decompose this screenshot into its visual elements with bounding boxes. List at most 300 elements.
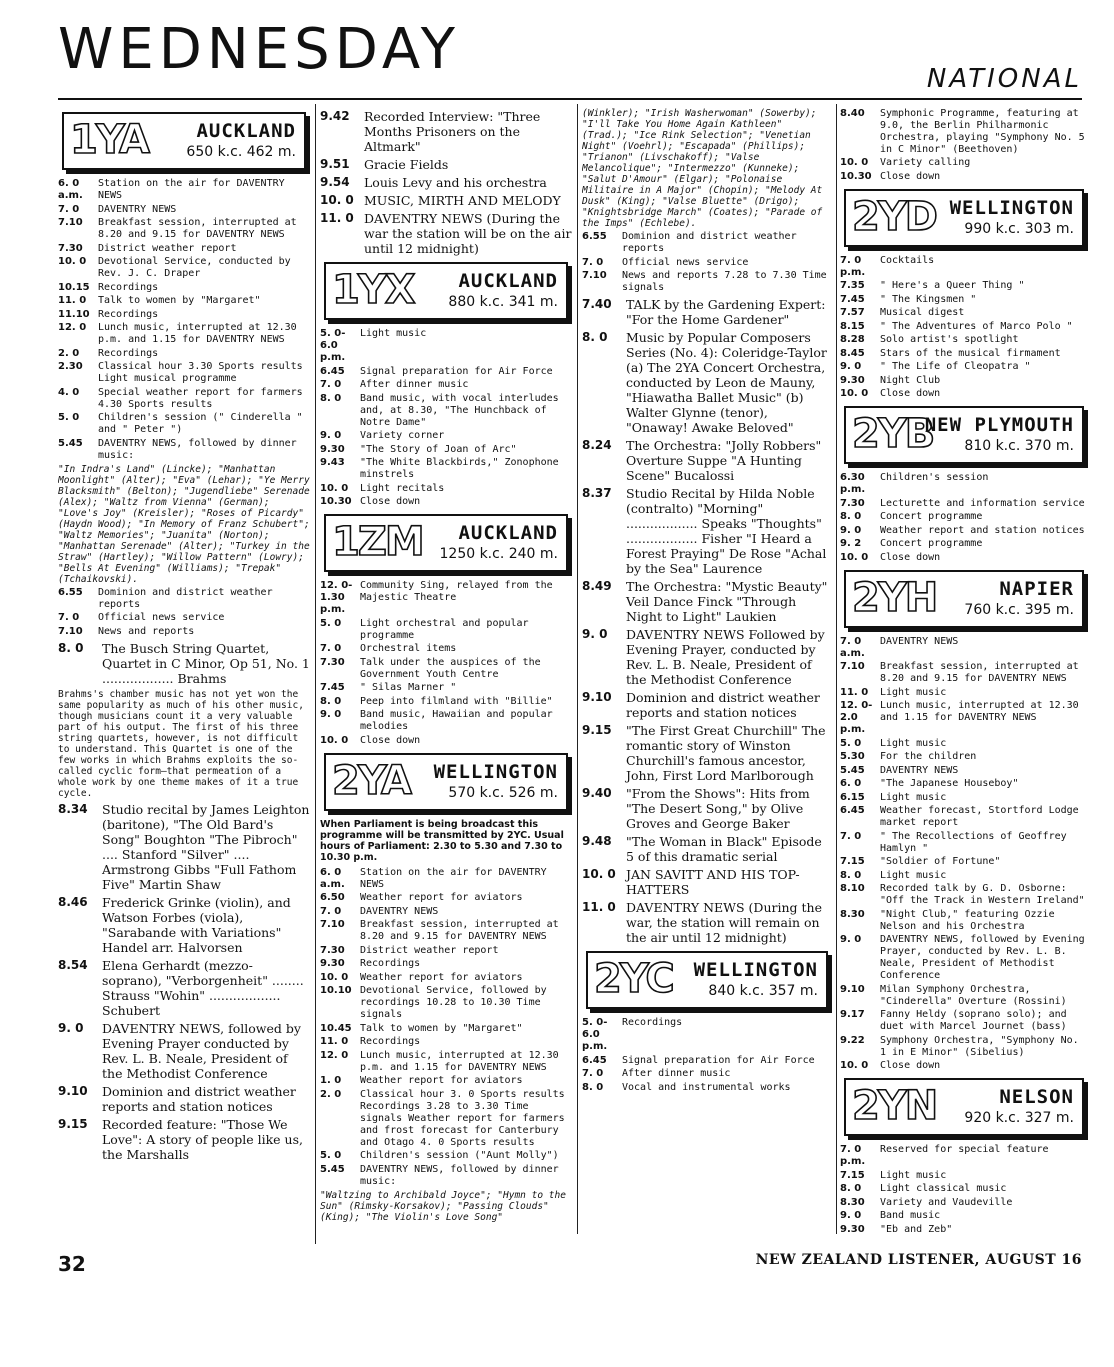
station-frequency: 990 k.c. 303 m. (964, 220, 1074, 237)
schedule-entry (58, 217, 310, 241)
station-name: NEW PLYMOUTH (924, 414, 1074, 436)
entry-description: Concert programme (880, 538, 983, 549)
entry-time: 7.15 (840, 1169, 865, 1181)
entry-description: Light orchestral and popular programme (360, 617, 529, 641)
entry-time: 11. 0 (320, 211, 354, 225)
entry-time: 9.10 (58, 1083, 88, 1098)
entry-description: Dominion and district weather reports (622, 231, 797, 254)
entry-time: 8. 0 (840, 869, 862, 881)
entry-time: 9.51 (320, 157, 350, 171)
schedule-entry (320, 735, 572, 747)
schedule-entry (58, 348, 310, 360)
schedule-entry (582, 257, 832, 269)
schedule-entry (840, 511, 1088, 523)
entry-description: Close down (880, 388, 941, 399)
entry-description: Talk to women by "Margaret" (360, 1022, 523, 1034)
entry-time: 8.30 (840, 1196, 865, 1208)
schedule-entry (58, 958, 310, 1018)
schedule-entry (320, 1150, 572, 1162)
entry-description: Weather forecast, Stortford Lodge market report (880, 805, 1079, 828)
station-logo: 2YN (852, 1083, 937, 1129)
entry-description: Milan Symphony Orchestra, "Cinderella" Overture (Rossini) (880, 983, 1067, 1007)
entry-description: " The Recollections of Geoffrey Hamlyn " (880, 830, 1067, 854)
entry-time: 10. 0 (840, 388, 869, 399)
schedule-entry (582, 438, 832, 483)
entry-time: 1. 0 (320, 1075, 342, 1086)
schedule-list (58, 587, 310, 638)
dinner-music-note: "Waltzing to Archibald Joyce"; "Hymn to the Sun" (Rimsky-Korsakov); "Passing Clouds" (King); "The Violin's Love Song" (320, 1189, 566, 1223)
entry-description: Light music (880, 1169, 947, 1181)
entry-description: After dinner music (622, 1068, 731, 1079)
entry-time: 7.30 (840, 497, 865, 509)
entry-description: DAVENTRY NEWS (880, 764, 959, 776)
schedule-entry (840, 1170, 1088, 1182)
entry-description: Fanny Heldy (soprano solo); and duet with Marcel Journet (bass) (880, 1009, 1067, 1032)
entry-description: DAVENTRY NEWS (During the war the station will be on the air until 12 midnight) (364, 211, 572, 256)
entry-time: 8.24 (582, 438, 612, 452)
entry-description: Dominion and district weather reports and station notices (626, 690, 820, 720)
station-name: AUCKLAND (196, 120, 296, 142)
station-box (324, 753, 568, 811)
entry-description: Symphonic Programme, featuring at 9.0, the Berlin Philharmonic Orchestra, playing "Symphony No. 5 in C Minor" (Beethoven) (880, 107, 1085, 155)
entry-description: News and reports (98, 625, 195, 637)
entry-time: 7.57 (840, 307, 865, 318)
entry-time: 9. 0 (840, 524, 862, 536)
schedule-entry (582, 330, 832, 435)
entry-description: Lecturette and information service (880, 497, 1085, 509)
entry-time: 7. 0 (582, 1068, 604, 1079)
entry-time: 8. 0 (582, 330, 608, 344)
entry-description: DAVENTRY NEWS (360, 905, 439, 917)
entry-description: Community Sing, relayed from the Majestic Theatre (360, 580, 553, 603)
entry-time: 10. 0 (320, 734, 349, 746)
schedule-list (58, 178, 310, 462)
entry-description: Orchestral items (360, 643, 457, 654)
entry-time: 7.45 (840, 293, 865, 305)
entry-time: 9.30 (320, 443, 345, 455)
entry-description: Cocktails (880, 254, 935, 266)
entry-time: 6.45 (582, 1054, 607, 1066)
dinner-music-note: "In Indra's Land" (Lincke); "Manhattan Moonlight" (Alter); "Eva" (Lehar); "Ye Merry Blacksmith" (Belton); "Jugendliebe" Serenade (Alex); "Waltz from Vienna" (German); "Love's Joy" (Kreisler); "Roses of Picardy" (Haydn Wood); "In Memory of Franz Schubert"; "Waltz Memories"; "Juanita" (Norton); "Manhattan Serenade" (Alter); "Turkey in the Straw" (Hartley); "Willow Pattern" (Lowry); "Bells At Evening" (Williams); "Trepak" (Tchaikovski). (58, 463, 310, 585)
entry-description: Station on the air for DAVENTRY NEWS (360, 866, 547, 890)
entry-description: Recordings (98, 308, 159, 320)
entry-time: 11.10 (58, 308, 90, 320)
schedule-entry (58, 322, 310, 346)
entry-time: 5.45 (320, 1163, 345, 1175)
column-4 (840, 106, 1088, 1236)
schedule-entry (320, 985, 572, 1021)
station-logo: 2YB (852, 411, 934, 457)
schedule-entry (582, 297, 832, 327)
entry-description: Talk under the auspices of the Government Youth Centre (360, 656, 541, 680)
entry-description: Louis Levy and his orchestra (364, 175, 547, 190)
schedule-entry (58, 361, 310, 385)
entry-description: Concert programme (880, 511, 983, 522)
schedule-entry (58, 295, 310, 307)
schedule-entry (582, 1068, 832, 1080)
entry-time: 9.30 (840, 1223, 865, 1235)
station-frequency: 1250 k.c. 240 m. (439, 546, 558, 562)
schedule-entry (840, 361, 1088, 373)
entry-description: "The First Great Churchill" The romantic story of Winston Churchill's famous ancestor, John, First Lord Marlborough (626, 723, 826, 783)
entry-description: Classical hour 3.30 Sports results Light musical programme (98, 361, 303, 384)
schedule-entry (58, 412, 310, 436)
schedule-entry (320, 580, 572, 616)
entry-time: 7. 0 a.m. (840, 635, 865, 659)
schedule-entry (582, 690, 832, 720)
entry-time: 8.54 (58, 957, 88, 972)
entry-description: Devotional Service, followed by recordings 10.28 to 10.30 Time signals (360, 985, 547, 1020)
entry-description: Stars of the musical firmament (880, 347, 1061, 359)
schedule-entry (840, 856, 1088, 868)
entry-description: Light music (880, 869, 947, 881)
schedule-entry (320, 483, 572, 495)
schedule-entry (320, 1164, 572, 1188)
schedule-entry (840, 255, 1088, 279)
entry-description: "Soldier of Fortune" (880, 856, 1001, 867)
entry-description: Recordings (622, 1017, 683, 1028)
entry-time: 12. 0 (58, 322, 87, 333)
entry-description: Devotional Service, conducted by Rev. J. C. Draper (98, 256, 291, 279)
schedule-entry (320, 109, 572, 154)
schedule-entry (320, 1075, 572, 1087)
entry-description: Night Club (880, 374, 941, 386)
entry-description: Children's session ("Aunt Molly") (360, 1150, 559, 1161)
entry-description: The Busch String Quartet, Quartet in C Minor, Op 51, No. 1 .................. Brahms (102, 640, 310, 686)
schedule-entry (320, 175, 572, 190)
schedule-list (58, 802, 310, 1162)
schedule-entry (840, 321, 1088, 333)
entry-time: 7. 0 p.m. (840, 1144, 866, 1167)
schedule-entry (840, 870, 1088, 882)
schedule-entry (320, 892, 572, 904)
schedule-entry (840, 1197, 1088, 1209)
entry-description: After dinner music (360, 379, 469, 390)
station-name: NAPIER (999, 577, 1074, 600)
schedule-entry (840, 751, 1088, 763)
entry-description: Light classical music (880, 1183, 1007, 1194)
schedule-entry (58, 282, 310, 294)
entry-time: 12. 0 (320, 1049, 349, 1061)
entry-time: 8. 0 (320, 392, 342, 404)
station-frequency: 810 k.c. 370 m. (964, 438, 1074, 454)
entry-description: Gracie Fields (364, 157, 449, 172)
schedule-entry (320, 379, 572, 391)
station-logo: 2YA (332, 757, 410, 804)
entry-description: Weather report for aviators (360, 1075, 523, 1086)
schedule-entry (840, 498, 1088, 510)
entry-description: Talk to women by "Margaret" (98, 295, 261, 306)
entry-description: Station on the air for DAVENTRY NEWS (98, 178, 285, 201)
station-frequency: 840 k.c. 357 m. (708, 983, 818, 999)
entry-time: 9. 0 (320, 709, 342, 720)
schedule-entry (840, 700, 1088, 736)
entry-description: Studio Recital by Hilda Noble (contralto) "Morning" .................. Speaks "Thoughts" .................. Fisher "I Heard a Forest Praying" De Rose "Achal by the Sea" Laurence (626, 486, 827, 576)
schedule-entry (58, 587, 310, 611)
entry-time: 10. 0 (320, 482, 349, 494)
entry-description: Music by Popular Composers Series (No. 4): Coleridge-Taylor (a) The 2YA Concert Orchestra, conducted by Leon de Mauny, "Hiawatha Ballet Music" (b) Walter Glynne (tenor), "Onaway! Awake Beloved" (626, 330, 827, 435)
station-name: NELSON (999, 1086, 1074, 1108)
entry-time: 8. 0 (58, 640, 84, 655)
entry-time: 9.40 (582, 786, 612, 800)
entry-time: 10. 0 (58, 256, 87, 267)
entry-time: 7.10 (320, 919, 345, 930)
entry-time: 6.30 p.m. (840, 472, 866, 495)
schedule-entry (840, 525, 1088, 537)
entry-description: Signal preparation for Air Force (622, 1054, 815, 1066)
schedule-entry (840, 661, 1088, 685)
entry-description: " Silas Marner " (360, 682, 457, 693)
entry-time: 8.30 (840, 908, 865, 920)
schedule-entry (58, 895, 310, 955)
station-frequency: 570 k.c. 526 m. (448, 784, 558, 801)
entry-description: DAVENTRY NEWS (98, 203, 177, 215)
entry-description: The Orchestra: "Jolly Robbers" Overture Suppe "A Hunting Scene" Bucalossi (626, 438, 822, 483)
entry-description: Weather report for aviators (360, 971, 523, 983)
entry-time: 9.42 (320, 109, 350, 123)
entry-description: Special weather report for farmers 4.30 Sports results (98, 386, 303, 410)
entry-time: 7. 0 (320, 379, 342, 390)
schedule-list (320, 109, 572, 256)
entry-description: Weather report for aviators (360, 892, 523, 903)
programme-note: Brahms's chamber music has not yet won the same popularity as much of his other music, though musicians count it a very valuable part of his output. The first of his three string quartets, however, is not difficult to understand. This Quartet is one of the few works in which Brahms exploits the so-called cyclic form—that permeation of a whole work by one theme makes of it a true cycle. (58, 688, 304, 799)
entry-time: 8.10 (840, 883, 865, 894)
schedule-entry (840, 1144, 1088, 1168)
entry-description: "The Story of Joan of Arc" (360, 443, 517, 455)
schedule-entry (582, 867, 832, 897)
entry-time: 5. 0 (58, 412, 80, 423)
entry-time: 5.45 (840, 764, 865, 776)
schedule-entry (320, 709, 572, 733)
entry-description: DAVENTRY NEWS, followed by dinner music: (98, 437, 297, 461)
entry-description: DAVENTRY NEWS, followed by dinner music: (360, 1163, 559, 1187)
schedule-entry (320, 1089, 572, 1149)
entry-time: 8.34 (58, 801, 88, 816)
entry-description: Close down (880, 1060, 941, 1071)
entry-time: 5.30 (840, 751, 865, 762)
station-box (844, 570, 1084, 628)
entry-time: 7.15 (840, 856, 865, 867)
entry-description: Band music, with vocal interludes and, at 8.30, "The Hunchback of Notre Dame" (360, 392, 559, 428)
entry-description: Recordings (98, 347, 159, 359)
entry-description: Variety calling (880, 157, 971, 168)
entry-description: Dominion and district weather reports (98, 586, 273, 610)
schedule-entry (840, 1035, 1088, 1059)
entry-time: 10. 0 (840, 551, 869, 563)
schedule-entry (320, 972, 572, 984)
entry-description: Children's session (" Cinderella " and " Peter ") (98, 412, 303, 435)
schedule-entry (58, 178, 310, 202)
schedule-entry (320, 366, 572, 378)
entry-time: 5. 0-6.0 p.m. (320, 328, 346, 363)
schedule-entry (840, 1009, 1088, 1033)
entry-time: 12. 0-1.30 p.m. (320, 580, 353, 615)
entry-time: 9. 0 (320, 430, 342, 441)
schedule-entry (582, 723, 832, 783)
station-logo: 2YC (594, 956, 673, 1002)
station-frequency: 760 k.c. 395 m. (964, 601, 1074, 618)
entry-description: Variety corner (360, 430, 445, 441)
entry-time: 8.28 (840, 334, 865, 345)
entry-description: Band music (880, 1210, 941, 1221)
schedule-entry (840, 108, 1088, 156)
publication-line: NEW ZEALAND LISTENER, AUGUST 16 (755, 1252, 1082, 1268)
entry-time: 8.49 (582, 579, 612, 593)
station-frequency: 920 k.c. 327 m. (964, 1110, 1074, 1126)
column-divider (315, 104, 316, 1244)
entry-time: 9.17 (840, 1009, 865, 1020)
entry-time: 10. 0 (582, 867, 616, 881)
entry-time: 6.50 (320, 892, 345, 903)
entry-time: 6.15 (840, 791, 865, 803)
entry-description: DAVENTRY NEWS, followed by Evening Prayer conducted by Rev. L. B. Neale, President of the Methodist Conference (102, 1020, 301, 1081)
entry-time: 7. 0 p.m. (840, 254, 866, 278)
entry-description: Light music (360, 328, 427, 339)
schedule-entry (840, 334, 1088, 346)
entry-time: 9.43 (320, 457, 345, 468)
schedule-entry (840, 552, 1088, 564)
entry-description: Close down (360, 734, 421, 746)
station-logo: 2YH (852, 574, 937, 621)
entry-time: 10.45 (320, 1022, 352, 1034)
entry-description: Official news service (98, 612, 225, 623)
entry-description: Recorded Interview: "Three Months Prisoners on the Altmark" (364, 109, 541, 154)
station-logo: 1YA (70, 117, 148, 163)
entry-time: 6.45 (320, 365, 345, 377)
entry-time: 8.37 (582, 486, 612, 500)
schedule-list (582, 231, 832, 294)
schedule-entry (582, 231, 832, 255)
entry-time: 7. 0 (58, 612, 80, 623)
schedule-list (840, 1144, 1088, 1236)
entry-description: "The Woman in Black" Episode 5 of this dramatic serial (626, 834, 822, 864)
column-divider (577, 104, 578, 1234)
entry-time: 2. 0 (320, 1088, 342, 1100)
entry-description: Recorded talk by G. D. Osborne: "Off the Track in Western Ireland" (880, 883, 1085, 906)
entry-time: 7.10 (58, 625, 83, 637)
schedule-list (320, 867, 572, 1188)
entry-time: 6. 0 (840, 778, 862, 789)
schedule-entry (58, 1021, 310, 1081)
schedule-entry (582, 1017, 832, 1053)
schedule-entry (320, 496, 572, 508)
entry-description: DAVENTRY NEWS Followed by Evening Prayer, conducted by Rev. L. B. Neale, President of the Methodist Conference (626, 627, 825, 687)
schedule-entry (840, 472, 1088, 496)
entry-time: 8. 0 (320, 695, 342, 707)
schedule-entry (582, 270, 832, 294)
station-name: WELLINGTON (693, 959, 818, 981)
entry-time: 10.30 (840, 170, 872, 182)
entry-description: Breakfast session, interrupted at 8.20 and 9.15 for DAVENTRY NEWS (360, 919, 559, 942)
schedule-entry (582, 1082, 832, 1094)
schedule-entry (582, 486, 832, 576)
entry-description: TALK by the Gardening Expert: "For the Home Gardener" (626, 297, 826, 327)
entry-description: Recordings (98, 281, 159, 293)
schedule-entry (320, 444, 572, 456)
entry-time: 7. 0 (58, 203, 80, 215)
schedule-entry (320, 919, 572, 943)
station-box (844, 1078, 1084, 1136)
entry-description: Studio recital by James Leighton (baritone), "The Old Bard's Song" Boughton "The Pibroch" .... Stanford "Silver" .... Armstrong Gibbs "Full Fathom Five" Martin Shaw (102, 801, 310, 892)
station-name: AUCKLAND (458, 270, 558, 292)
entry-time: 12. 0-2.0 p.m. (840, 700, 873, 735)
entry-time: 8. 0 (582, 1081, 604, 1093)
entry-description: Close down (360, 496, 421, 507)
entry-time: 9. 0 (840, 934, 862, 945)
schedule-list (320, 328, 572, 508)
schedule-entry (58, 1117, 310, 1162)
entry-time: 5. 0-6.0 p.m. (582, 1017, 608, 1052)
schedule-entry (58, 309, 310, 321)
entry-time: 5. 0 (840, 737, 862, 749)
entry-time: 10.10 (320, 985, 352, 996)
schedule-list (582, 1017, 832, 1094)
station-box (844, 189, 1084, 247)
entry-time: 8. 0 (840, 1183, 862, 1194)
schedule-entry (58, 612, 310, 624)
entry-time: 9.54 (320, 175, 350, 189)
entry-time: 7.45 (320, 682, 345, 693)
entry-description: MUSIC, MIRTH AND MELODY (364, 193, 561, 208)
entry-description: " The Kingsmen " (880, 293, 977, 305)
schedule-entry (840, 538, 1088, 550)
schedule-entry (840, 805, 1088, 829)
entry-description: Close down (880, 551, 941, 563)
schedule-entry (840, 883, 1088, 907)
schedule-entry (320, 682, 572, 694)
schedule-entry (840, 792, 1088, 804)
entry-description: " Here's a Queer Thing " (880, 280, 1025, 291)
entry-description: Solo artist's spotlight (880, 334, 1019, 345)
entry-description: Children's session (880, 472, 989, 483)
entry-description: Recordings (360, 1036, 421, 1047)
entry-time: 10.30 (320, 496, 352, 507)
entry-time: 7.10 (58, 217, 83, 228)
entry-time: 10. 0 (840, 157, 869, 168)
entry-description: The Orchestra: "Mystic Beauty" Veil Dance Finck "Through Night to Light" Laukien (626, 579, 828, 624)
entry-description: District weather report (360, 944, 499, 956)
entry-time: 11. 0 (58, 295, 87, 306)
schedule-entry (582, 900, 832, 945)
schedule-entry (320, 457, 572, 481)
entry-time: 7. 0 (320, 905, 342, 917)
entry-time: 5. 0 (320, 1150, 342, 1161)
dinner-music-note: (Winkler); "Irish Washerwoman" (Sowerby); "I'll Take You Home Again Kathleen" (Trad.); "Ice Rink Selection"; "Venetian Night" (Voehrl); "Escapada" (Phillips); "Trianon" (Livschakoff); "Valse Melancolique"; "Intermezzo" (Kunneke); "Salut D'Amour" (Elgar); "Polonaise Militaire in A Major" (Chopin); "Melody At Dusk" (King); "Valse Bluette" (Drigo); "Knightsbridge March" (Coates); "Parade of the Imps" (Echlebe). (582, 108, 823, 229)
entry-description: Peep into filmland with "Billie" (360, 695, 553, 707)
schedule-entry (320, 657, 572, 681)
entry-time: 2.30 (58, 361, 83, 372)
entry-description: Recorded feature: "Those We Love": A story of people like us, the Marshalls (102, 1116, 303, 1162)
schedule-entry (582, 834, 832, 864)
schedule-entry (320, 1050, 572, 1074)
schedule-entry (840, 157, 1088, 169)
entry-time: 9. 0 (840, 1210, 862, 1221)
schedule-entry (320, 328, 572, 364)
entry-time: 7.10 (582, 270, 607, 281)
schedule-entry (840, 171, 1088, 183)
entry-description: Recordings (360, 958, 421, 969)
station-frequency: 880 k.c. 341 m. (448, 294, 558, 310)
schedule-entry (58, 802, 310, 892)
entry-description: Lunch music, interrupted at 12.30 p.m. and 1.15 for DAVENTRY NEWS (98, 322, 297, 345)
entry-time: 9.48 (582, 834, 612, 848)
entry-time: 11. 0 (840, 686, 869, 698)
entry-description: Light recitals (360, 482, 445, 494)
station-logo: 1ZM (332, 519, 423, 565)
schedule-entry (58, 204, 310, 216)
schedule-entry (320, 906, 572, 918)
schedule-entry (320, 430, 572, 442)
